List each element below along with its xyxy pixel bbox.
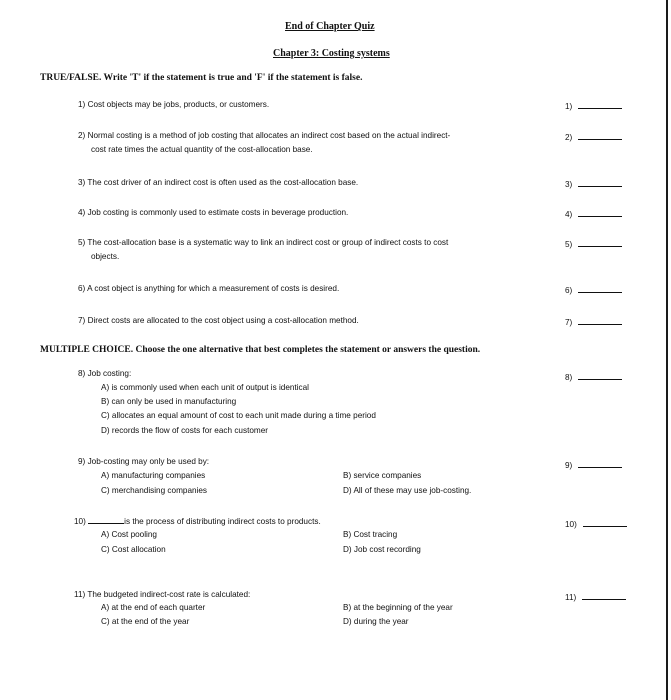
answer-blank[interactable] (578, 100, 622, 109)
answer-blank[interactable] (583, 518, 627, 527)
question-text: Direct costs are allocated to the cost object using a cost-allocation method. (87, 316, 359, 325)
option-b: B) at the beginning of the year (343, 603, 453, 612)
option-c: C) merchandising companies (101, 486, 208, 495)
tf-section-header: TRUE/FALSE. Write 'T' if the statement is true and 'F' if the statement is false. (40, 73, 363, 83)
answer-label: 11) (565, 593, 577, 602)
question-text: A cost object is anything for which a measurement of costs is desired. (87, 284, 340, 293)
quiz-title: End of Chapter Quiz (285, 21, 375, 32)
question-stem: is the process of distributing indirect costs to products. (124, 517, 321, 526)
question-number: 8) (78, 369, 86, 378)
question-number: 5) (78, 238, 86, 247)
option-c: C) Cost allocation (101, 545, 166, 554)
answer-blank[interactable] (578, 316, 622, 325)
fill-in-blank (88, 515, 124, 524)
question-stem: The budgeted indirect-cost rate is calculated: (87, 590, 251, 599)
answer-blank[interactable] (578, 208, 622, 217)
question-number: 3) (78, 178, 86, 187)
question-stem: Job costing: (87, 369, 132, 378)
question-text-cont: objects. (91, 252, 120, 261)
option-d: D) during the year (343, 617, 409, 626)
option-c: C) allocates an equal amount of cost to each unit made during a time period (101, 411, 376, 420)
answer-blank[interactable] (578, 284, 622, 293)
answer-label: 6) (565, 286, 573, 295)
question-number: 1) (78, 100, 86, 109)
answer-blank[interactable] (578, 178, 622, 187)
answer-label: 1) (565, 102, 573, 111)
question-text: Cost objects may be jobs, products, or customers. (87, 100, 270, 109)
answer-label: 3) (565, 180, 573, 189)
answer-label: 5) (565, 240, 573, 249)
question-number: 11) (74, 590, 86, 599)
answer-blank[interactable] (578, 459, 622, 468)
page-right-border (666, 0, 668, 700)
option-d: D) Job cost recording (343, 545, 421, 554)
answer-label: 8) (565, 373, 573, 382)
mc-section-header: MULTIPLE CHOICE. Choose the one alternative that best completes the statement or answers the question. (40, 345, 481, 355)
question-stem: Job-costing may only be used by: (87, 457, 210, 466)
question-text: Normal costing is a method of job costing that allocates an indirect cost based on the actual indirect- (87, 131, 451, 140)
option-b: B) Cost tracing (343, 530, 398, 539)
answer-label: 7) (565, 318, 573, 327)
question-number: 10) (74, 517, 86, 526)
question-text: Job costing is commonly used to estimate costs in beverage production. (87, 208, 349, 217)
option-d: D) records the flow of costs for each customer (101, 426, 268, 435)
option-a: A) Cost pooling (101, 530, 157, 539)
question-number: 7) (78, 316, 86, 325)
question-number: 4) (78, 208, 86, 217)
option-b: B) can only be used in manufacturing (101, 397, 237, 406)
question-text-cont: cost rate times the actual quantity of the cost-allocation base. (91, 145, 313, 154)
question-number: 6) (78, 284, 86, 293)
answer-label: 10) (565, 520, 577, 529)
question-number: 9) (78, 457, 86, 466)
question-text: The cost-allocation base is a systematic way to link an indirect cost or group of indirect costs to cost (87, 238, 449, 247)
option-c: C) at the end of the year (101, 617, 190, 626)
option-d: D) All of these may use job-costing. (343, 486, 472, 495)
answer-blank[interactable] (582, 591, 626, 600)
option-a: A) at the end of each quarter (101, 603, 206, 612)
question-number: 2) (78, 131, 86, 140)
chapter-title: Chapter 3: Costing systems (273, 48, 390, 59)
answer-label: 2) (565, 133, 573, 142)
option-a: A) manufacturing companies (101, 471, 206, 480)
answer-label: 9) (565, 461, 573, 470)
answer-blank[interactable] (578, 371, 622, 380)
answer-label: 4) (565, 210, 573, 219)
answer-blank[interactable] (578, 238, 622, 247)
question-text: The cost driver of an indirect cost is often used as the cost-allocation base. (87, 178, 359, 187)
option-a: A) is commonly used when each unit of output is identical (101, 383, 309, 392)
option-b: B) service companies (343, 471, 422, 480)
answer-blank[interactable] (578, 131, 622, 140)
